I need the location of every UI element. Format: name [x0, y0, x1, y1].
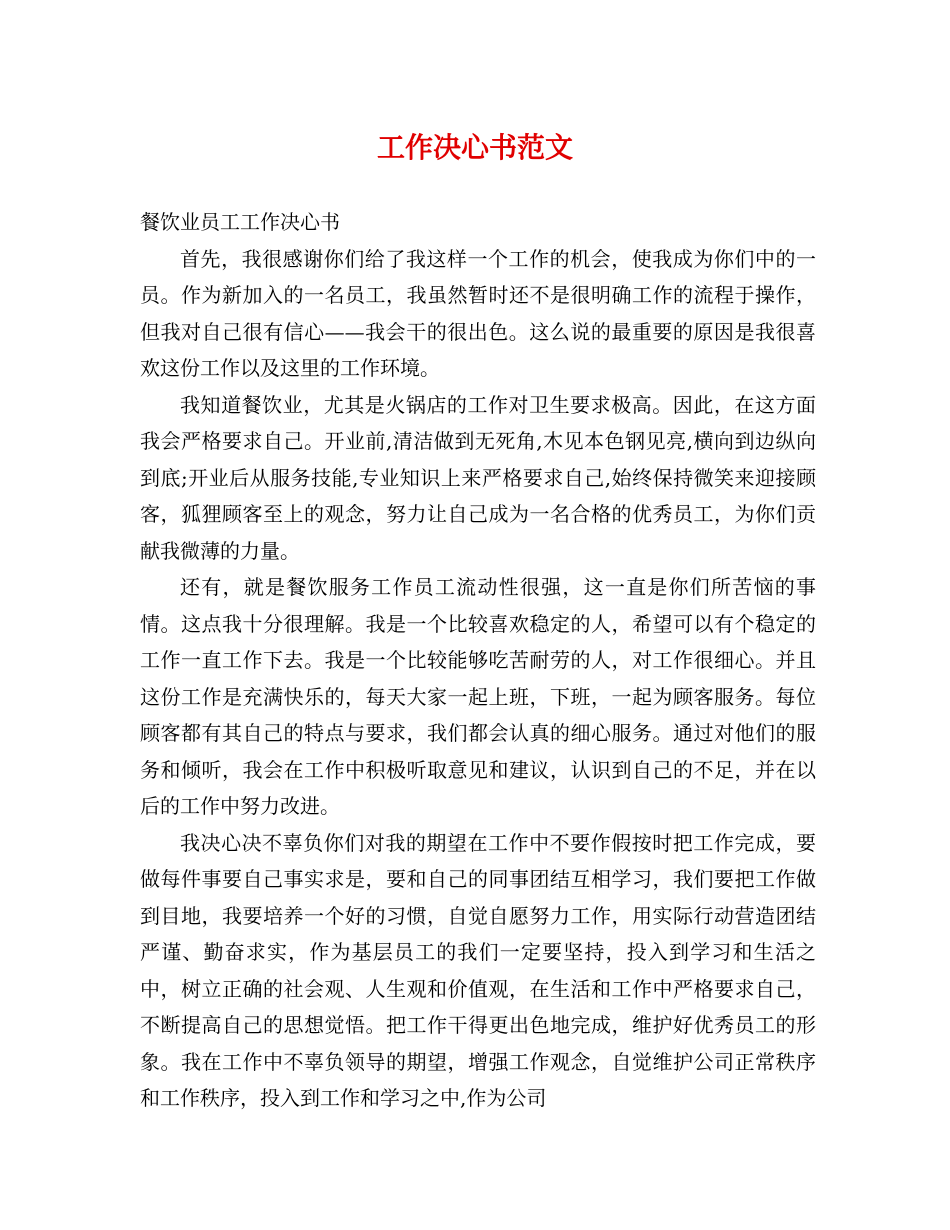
paragraph-4: 我决心决不辜负你们对我的期望在工作中不要作假按时把工作完成，要做每件事要自己事实求是，要和自己的同事团结互相学习，我们要把工作做到目地，我要培养一个好的习惯，自觉自愿努力工作，用实际行动营造团结严谨、勤奋求实，作为基层员工的我们一定要坚持，投入到学习和生活之中，树立正确的社会观、人生观和价值观，在生活和工作中严格要求自己，不断提高自己的思想觉悟。把工作干得更出色地完成，维护好优秀员工的形象。我在工作中不辜负领导的期望，增强工作观念，自觉维护公司正常秩序和工作秩序，投入到工作和学习之中,作为公司	[140, 830, 816, 1110]
paragraph-1: 首先，我很感谢你们给了我这样一个工作的机会，使我成为你们中的一员。作为新加入的一名员工，我虽然暂时还不是很明确工作的流程于操作，但我对自己很有信心——我会干的很出色。这么说的最重要的原因是我很喜欢这份工作以及这里的工作环境。	[140, 246, 816, 380]
document-title: 工作决心书范文	[376, 131, 573, 164]
document-body	[140, 204, 816, 1117]
paragraph-3: 还有，就是餐饮服务工作员工流动性很强，这一直是你们所苦恼的事情。这点我十分很理解。我是一个比较喜欢稳定的人，希望可以有个稳定的工作一直工作下去。我是一个比较能够吃苦耐劳的人，对工作很细心。并且这份工作是充满快乐的，每天大家一起上班，下班，一起为顾客服务。每位顾客都有其自己的特点与要求，我们都会认真的细心服务。通过对他们的服务和倾听，我会在工作中积极听取意见和建议，认识到自己的不足，并在以后的工作中努力改进。	[140, 575, 816, 818]
paragraph-2: 我知道餐饮业，尤其是火锅店的工作对卫生要求极高。因此，在这方面我会严格要求自己。开业前,清洁做到无死角,木见本色钢见亮,横向到边纵向到底;开业后从服务技能,专业知识上来严格要求自己,始终保持微笑来迎接顾客，狐狸顾客至上的观念，努力让自己成为一名合格的优秀员工，为你们贡献我微薄的力量。	[140, 392, 816, 563]
document-subtitle: 餐饮业员工工作决心书	[140, 210, 340, 234]
